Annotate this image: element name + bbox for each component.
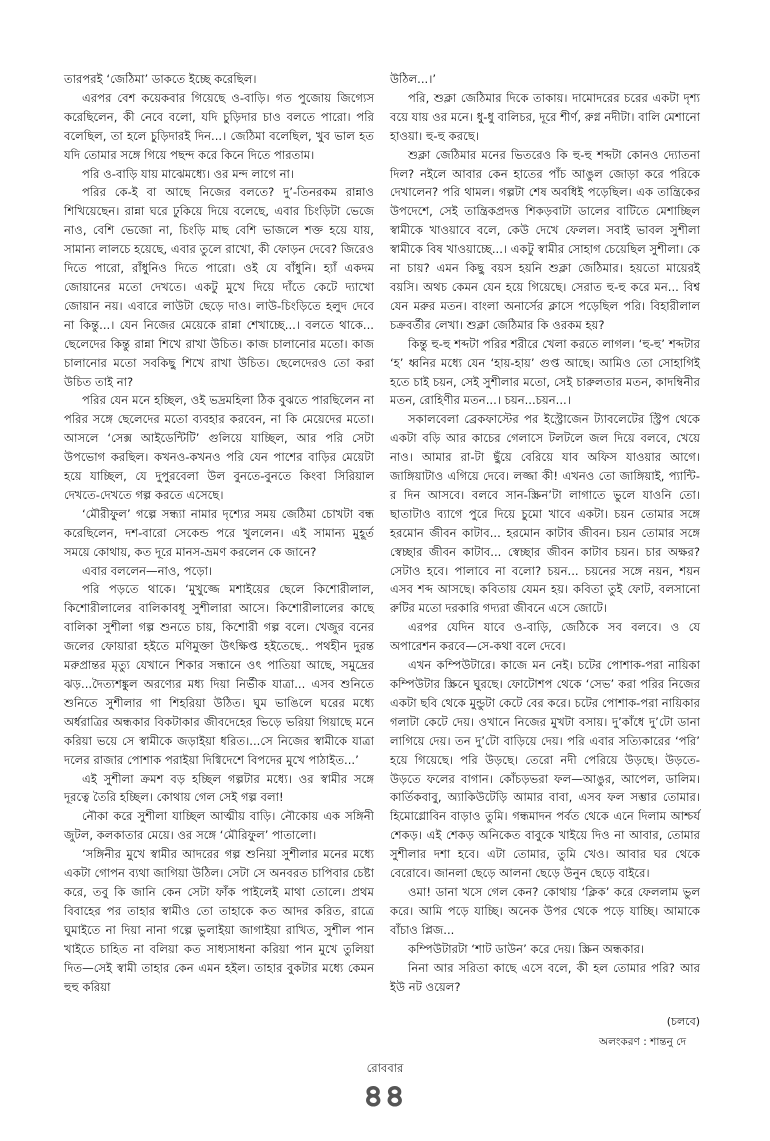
continued-label: (চলবে) — [666, 1015, 700, 1028]
paragraph: ‘সঙ্গিনীর মুখে স্বামীর আদরের গল্প শুনিয়া সুশীলার মনের মধ্যে একটা গোপন ব্যথা জাগিয়া উঠিল। সেটা সে অনবরত চাপিবার চেষ্টা করে, তবু কি জানি কেন সেটা ফাঁক পাইলেই মাথা তোলে। প্রথম বিবাহের পর তাহার স্বামীও তো তাহাকে কত আদর করিত, রাত্রে ঘুমাইতে না দিয়া নানা গল্পে ভুলাইয়া জাগাইয়া রাখিত, সুশীল পান খাইতে চাহিত না বলিয়া কত সাধ্যসাধনা করিয়া পান মুখে তুলিয়া দিত—সেই স্বামী তাহার কেন এমন হইল। তাহার বুকটার মধ্যে কেমন হুহু করিয়া — [64, 847, 374, 994]
paragraph: পরি ও-বাড়ি যায় মাঝেমধ্যে। ওর মন্দ লাগে না। — [82, 166, 295, 181]
paragraph: পরির কে-ই বা আছে নিজের বলতে? দু’-তিনরকম রান্নাও শিখিয়েছেন। রান্না ঘরে ঢুকিয়ে দিয়ে বলেছে, এবার চিংড়িটা ভেজে নাও, বেশি ভেজো না, চিংড়ি মাছ বেশি ভাজলে শক্ত হয়ে যায়, সামান্য লালচে হয়েছে, এবার তুলে রাখো, কী ফোড়ন দেবে? জিরেও দিতে পারো, রাঁধুনিও দিতে পারো। ওই যে বাঁধুনি। হ্যাঁ একদম জোয়ানের মতো দেখতে। একটু মুখে দিয়ে দাঁতে কেটে দ্যাখো জোয়ান নয়। এবারে লাউটা ছেড়ে দাও। লাউ-চিংড়িতে হলুদ দেবে না কিন্তু...। যেন নিজের মেয়েকে রান্না শেখাচ্ছে...। বলতে থাকে... ছেলেদের কিন্তু রান্না শিখে রাখা উচিত। কাজ চালানোর মতো। কাজ চালানোর মতো সবকিছু শিখে রাখা উচিত। ছেলেদেরও তো করা উচিত তাই না? — [64, 185, 374, 389]
paragraph: ওমা! ডানা খসে গেল কেন? কোথায় ‘ক্লিক’ করে ফেললাম ভুল করে। আমি পড়ে যাচ্ছি। অনেক উপর থেকে পড়ে যাচ্ছি। আমাকে বাঁচাও প্লিজ... — [390, 884, 700, 937]
paragraph: এরপর বেশ কয়েকবার গিয়েছে ও-বাড়ি। গত পুজোয় জিগ্যেস করেছিলেন, কী নেবে বলো, যদি চুড়িদার চাও বলতে পারো। পরি বলেছিল, তা হলে চুড়িদারই দিন...। জেঠিমা বলেছিল, খুব ভাল হত যদি তোমার সঙ্গে গিয়ে পছন্দ করে কিনে দিতে পারতাম। — [64, 90, 374, 162]
illustration-credit: অলংকরণ : শান্তনু দে — [599, 1036, 686, 1048]
left-column — [64, 70, 374, 996]
paragraph: কিন্তু হু-হু শব্দটা পরির শরীরে খেলা করতে লাগল। ‘হু-হু’ শব্দটার ‘হ’ ধ্বনির মধ্যে যেন ‘হায়-হায়’ গুপ্ত আছে। আমিও তো সোহাগিই হতে চাই চয়ন, সেই সুশীলার মতো, সেই চারুলতার মতন, কাদম্বিনীর মতন, রোহিণীর মতন...। চয়ন...চয়ন...। — [390, 336, 700, 408]
right-column — [390, 70, 700, 996]
paragraph: পরি, শুক্লা জেঠিমার দিকে তাকায়। দামোদরের চরের একটা দৃশ্য বয়ে যায় ওর মনে। ধু-ধু বালিচর, দূরে শীর্ণ, রুগ্ন নদীটা। বালি মেশানো হাওয়া। হু-হু করছে। — [390, 90, 700, 143]
paragraph: নৌকা করে সুশীলা যাচ্ছিল আত্মীয় বাড়ি। নৌকোয় এক সঙ্গিনী জুটল, কলকাতার মেয়ে। ওর সঙ্গে ‘মৌরিফুল’ পাতালো। — [64, 809, 374, 843]
paragraph: পরি পড়তে থাকে। ‘মুখুজ্জে মশাইয়ের ছেলে কিশোরীলাল, কিশোরীলালের বালিকাবধূ সুশীলারা আসে। কিশোরীলালের কাছে বালিকা সুশীলা গল্প শুনতে চায়, কিশোরী গল্প বলে। খেজুর বনের জলের ফোয়ারা হইতে মণিমুক্তা উৎক্ষিপ্ত হইতেছে.. পথহীন দুরন্ত মরুপ্রান্তর মৃত্যু যেখানে শিকার সন্ধানে ওৎ পাতিয়া আছে, সমুদ্রের ঝড়...দৈত্যশঙ্কুল অরণ্যের মধ্য দিয়া নির্ভীক যাত্রা... এসব শুনিতে শুনিতে সুশীলার গা শিহরিয়া উঠিত। ঘুম ভাঙিলে ঘরের মধ্যে অর্ধরাত্রির অন্ধকার বিকটাকার জীবদেহের ভিড়ে ভরিয়া গিয়াছে মনে করিয়া ভয়ে সে স্বামীকে জড়াইয়া ধরিত।...সে নিজের স্বামীকে যাত্রা দলের রাজার পোশাক পরাইয়া দিগ্বিদেশে বিপদের মুখে পাঠাইত...’ — [64, 582, 374, 767]
paragraph: ‘মৌরীফুল’ গল্পে সন্ধ্যা নামার দৃশ্যের সময় জেঠিমা চোখটা বন্ধ করেছিলেন, দশ-বারো সেকেন্ড পরে খুললেন। এই সামান্য মুহূর্ত সময়ে কোথায়, কত দূরে মানস-ভ্রমণ করলেন কে জানে? — [64, 506, 374, 559]
paragraph: এবার বললেন—নাও, পড়ো। — [82, 563, 213, 578]
paragraph: এখন কম্পিউটারে। কাজে মন নেই। চটের পোশাক-পরা নায়িকা কম্পিউটার স্ক্রিনে ঘুরছে। ফোটোশপ থেকে ‘সেভ’ করা পরির নিজের একটা ছবি থেকে মুন্ডুটা কেটে বের করে। চটের পোশাক-পরা নায়িকার গলাটা কেটে দেয়। ওখানে নিজের মুখটা বসায়। দু’কাঁধে দু’টো ডানা লাগিয়ে দেয়। তন দু’টো বাড়িয়ে দেয়। পরি এবার সত্যিকারের ‘পরি’ হয়ে গিয়েছে। পরি উড়ছে। তেরো নদী পেরিয়ে উড়ছে। উড়তে-উড়তে ফলের বাগান। কোঁচড়ভরা ফল—আঙুর, আপেল, ডালিম। কার্তিকবাবু, অ্যাকিউটেড়ি আমার বাবা, এসব ফল সম্ভার তোমার। হিমোগ্লোবিন বাড়াও তুমি। গন্ধমাদন পর্বত থেকে এনে দিলাম আশ্চর্য শেকড়। এই শেকড় অনিকেত বাবুকে খাইয়ে দিও না আবার, তোমার সুশীলার দশা হবে। এটা তোমার, তুমি খেও। আবার ঘর থেকে বেরোবে। জানলা ছেড়ে আলনা ছেড়ে উনুন ছেড়ে বাইরে। — [390, 658, 700, 881]
magazine-name: রোববার — [366, 1061, 404, 1075]
paragraph: পরির যেন মনে হচ্ছিল, ওই ভদ্রমহিলা ঠিক বুঝতে পারছিলেন না পরির সঙ্গে ছেলেদের মতো ব্যবহার করবেন, না কি মেয়েদের মতো। আসলে ‘সেক্স আইডেন্টিটি’ গুলিয়ে যাচ্ছিল, আর পরি সেটা উপভোগ করছিল। কখনও-কখনও পরি যেন পাশের বাড়ির মেয়েটা হয়ে যাচ্ছিল, যে দুপুরবেলা উল বুনতে-বুনতে কিংবা সিরিয়াল দেখতে-দেখতে গল্প করতে এসেছে। — [64, 393, 374, 502]
paragraph: এই সুশীলা ক্রমশ বড় হচ্ছিল গল্পটার মধ্যে। ওর স্বামীর সঙ্গে দূরত্বে তৈরি হচ্ছিল। কোথায় গেল সেই গল্প বলা! — [64, 771, 374, 805]
paragraph: সকালবেলা ব্রেকফাস্টের পর ইস্ট্রোজেন ট্যাবলেটের স্ট্রিপ থেকে একটা বড়ি আর কাচের গেলাসে টলটলে জল দিয়ে বলবে, খেয়ে নাও। আমার রা-টা ছুঁয়ে বেরিয়ে যাব অফিস যাওয়ার আগে। জাঙ্গিয়াটাও এগিয়ে দেবে। লজ্জা কী! এখনও তো জাঙ্গিয়াই, প্যান্টি-র দিন আসবে। বলবে সান-স্ক্রিন’টা লাগাতে ভুলে যাওনি তো। ছাতাটাও ব্যাগে পুরে দিয়ে চুমো খাবে একটা। চয়ন তোমার সঙ্গে হরমোন জীবন কাটাব... হরমোন কাটাব জীবন। চয়ন তোমার সঙ্গে স্বেচ্ছার জীবন কাটাব... স্বেচ্ছার জীবন কাটাব চয়ন। চার অক্ষর? সেটাও হবে। পালাবে না বলো? চয়ন... চয়নের সঙ্গে নয়ন, শয়ন এসব শব্দ আসছে। কবিতায় যেমন হয়। কবিতা তুই ফোট, বলসানো রুটির মতো দরকারি গদ্যরা জীবনে এসে জোটে। — [390, 412, 700, 616]
paragraph: উঠিল...।’ — [390, 72, 437, 86]
page-number: ৪৪ — [363, 1079, 407, 1114]
paragraph: তারপরই ‘জেঠিমা’ ডাকতে ইচ্ছে করেছিল। — [64, 72, 257, 86]
paragraph: কম্পিউটারটা ‘শাট ডাউন’ করে দেয়। স্ক্রিন অন্ধকার। — [408, 941, 645, 956]
paragraph: নিনা আর সরিতা কাছে এসে বলে, কী হল তোমার পরি? আর ইউ নট ওয়েল? — [390, 960, 700, 994]
paragraph: এরপর যেদিন যাবে ও-বাড়ি, জেঠিকে সব বলবে। ও যে অপারেশন করবে—সে-কথা বলে দেবে। — [390, 620, 700, 654]
paragraph: শুক্লা জেঠিমার মনের ভিতরেও কি হু-হু শব্দটা কোনও দ্যোতনা দিল? নইলে আবার কেন হাতের পাঁচ আঙুল জোড়া করে পরিকে দেখালেন? পরি থামল। গল্পটা শেষ অবধিই পড়েছিল। এক তান্ত্রিকের উপদেশে, সেই তান্ত্রিকপ্রদত্ত শিকড়বাটা ডালের বাটিতে মেশাচ্ছিল স্বামীকে খাওয়াবে বলে, কেউ দেখে ফেলল। সবাই ভাবল সুশীলা স্বামীকে বিষ খাওয়াচ্ছে...। একটু স্বামীর সোহাগ চেয়েছিল সুশীলা। কে না চায়? এমন কিছু বয়স হয়নি শুক্লা জেঠিমার। হয়তো মায়েরই বয়সি। অথচ কেমন যেন হয়ে গিয়েছে। সেরাত হু-হু করে মন... বিশ্ব যেন মরুর মতন। বাংলা অনার্সের ক্লাসে পড়েছিল পরি। বিহারীলাল চক্রবর্তীর লেখা। শুক্লা জেঠিমার কি ওরকম হয়? — [390, 147, 700, 332]
